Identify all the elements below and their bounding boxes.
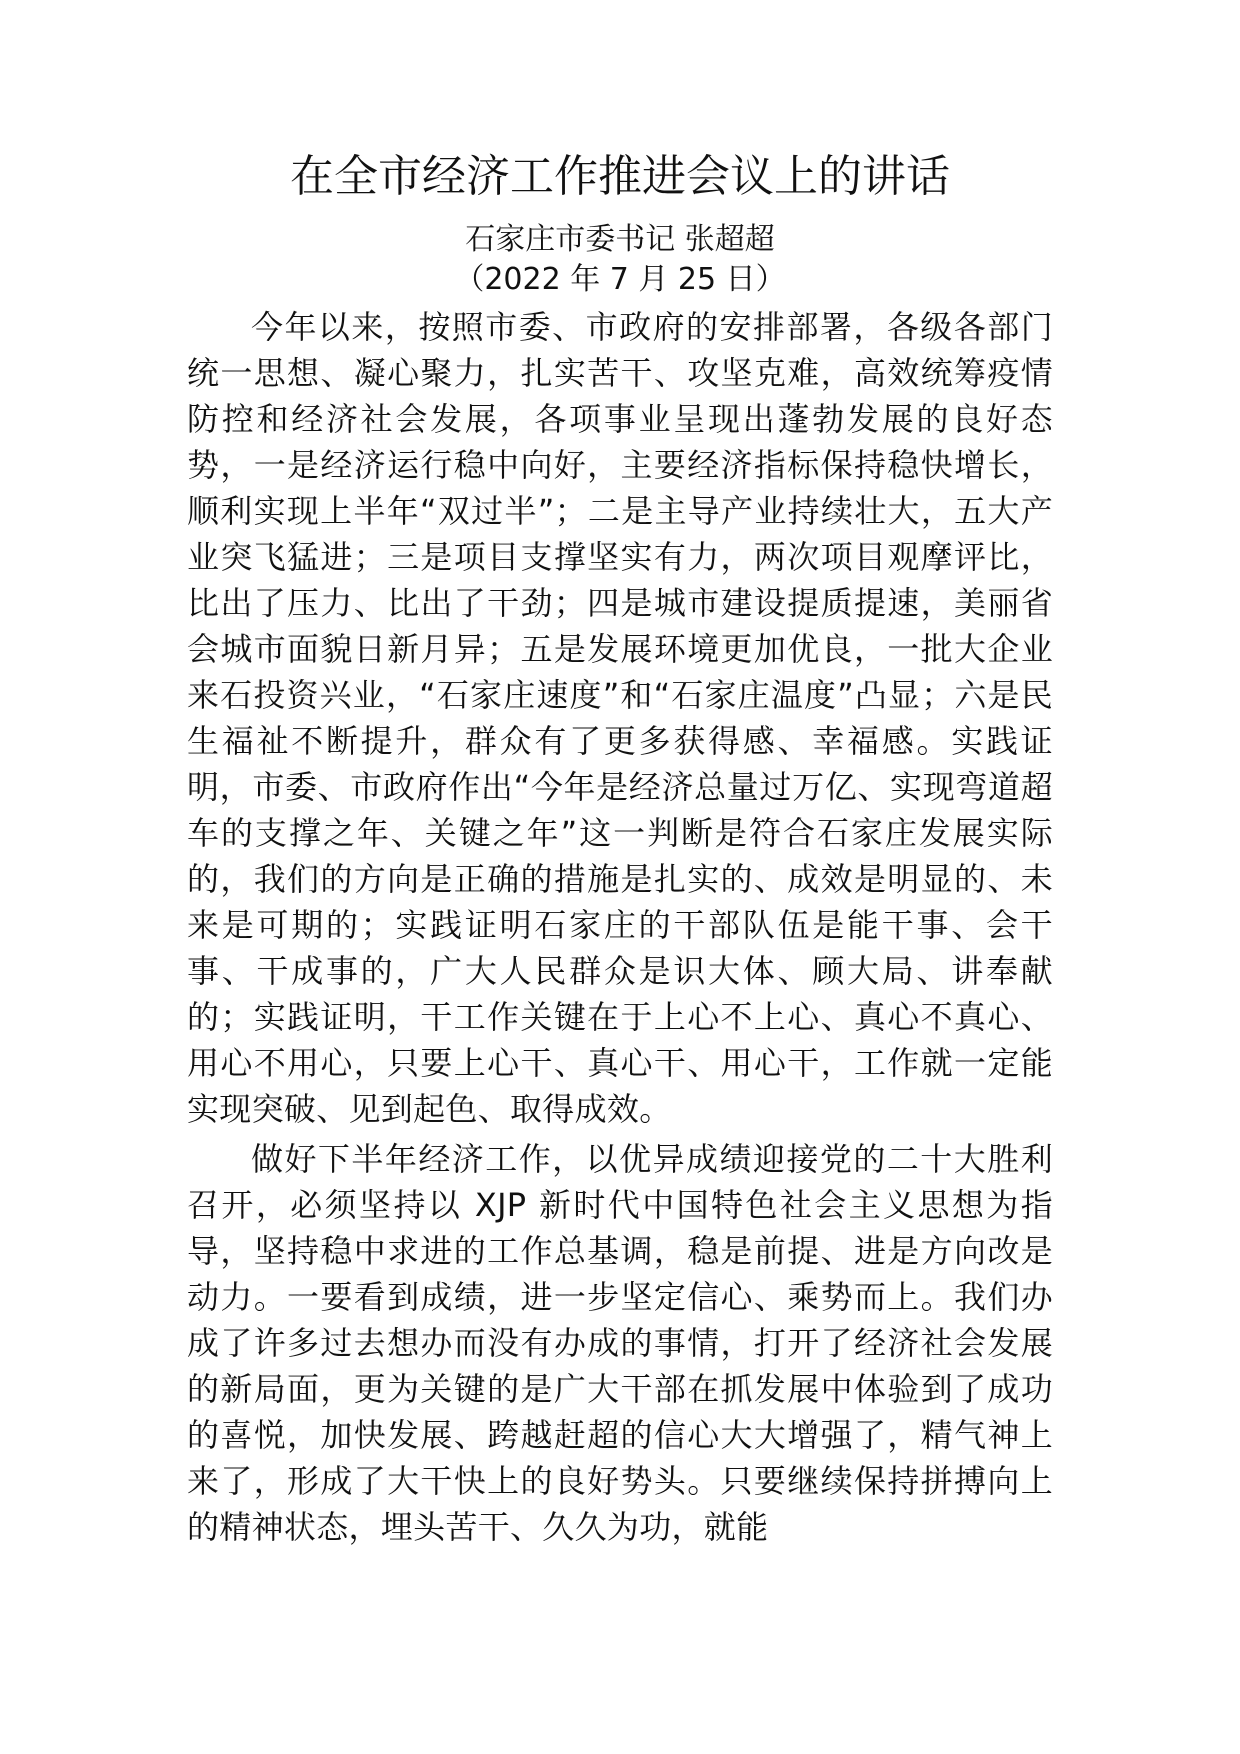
document-author: 石家庄市委书记 张超超 (465, 221, 775, 257)
document-date: （2022 年 7 月 25 日） (454, 261, 786, 297)
body-paragraph-1: 今年以来，按照市委、市政府的安排部署，各级各部门统一思想、凝心聚力，扎实苦干、攻坚克难，高效统筹疫情防控和经济社会发展，各项事业呈现出蓬勃发展的良好态势，一是经济运行稳中向好，主要经济指标保持稳快增长，顺利实现上半年“双过半”；二是主导产业持续壮大，五大产业突飞猛进；三是项目支撑坚实有力，两次项目观摩评比，比出了压力、比出了干劲；四是城市建设提质提速，美丽省会城市面貌日新月异；五是发展环境更加优良，一批大企业来石投资兴业，“石家庄速度”和“石家庄温度”凸显；六是民生福祉不断提升，群众有了更多获得感、幸福感。实践证明，市委、市政府作出“今年是经济总量过万亿、实现弯道超车的支撑之年、关键之年”这一判断是符合石家庄发展实际的，我们的方向是正确的措施是扎实的、成效是明显的、未来是可期的；实践证明石家庄的干部队伍是能干事、会干事、干成事的，广大人民群众是识大体、顾大局、讲奉献的；实践证明，干工作关键在于上心不上心、真心不真心、用心不用心，只要上心干、真心干、用心干，工作就一定能实现突破、见到起色、取得成效。 (187, 307, 1053, 1128)
body-paragraph-2: 做好下半年经济工作，以优异成绩迎接党的二十大胜利召开，必须坚持以 XJP 新时代中国特色社会主义思想为指导，坚持稳中求进的工作总基调，稳是前提、进是方向改是动力。一要看到成绩，进一步坚定信心、乘势而上。我们办成了许多过去想办而没有办成的事情，打开了经济社会发展的新局面，更为关键的是广大干部在抓发展中体验到了成功的喜悦，加快发展、跨越赶超的信心大大增强了，精气神上来了，形成了大干快上的良好势头。只要继续保持拼搏向上的精神状态，埋头苦干、久久为功，就能 (187, 1139, 1053, 1546)
document-page (187, 150, 1053, 1550)
document-title: 在全市经济工作推进会议上的讲话 (290, 151, 950, 202)
